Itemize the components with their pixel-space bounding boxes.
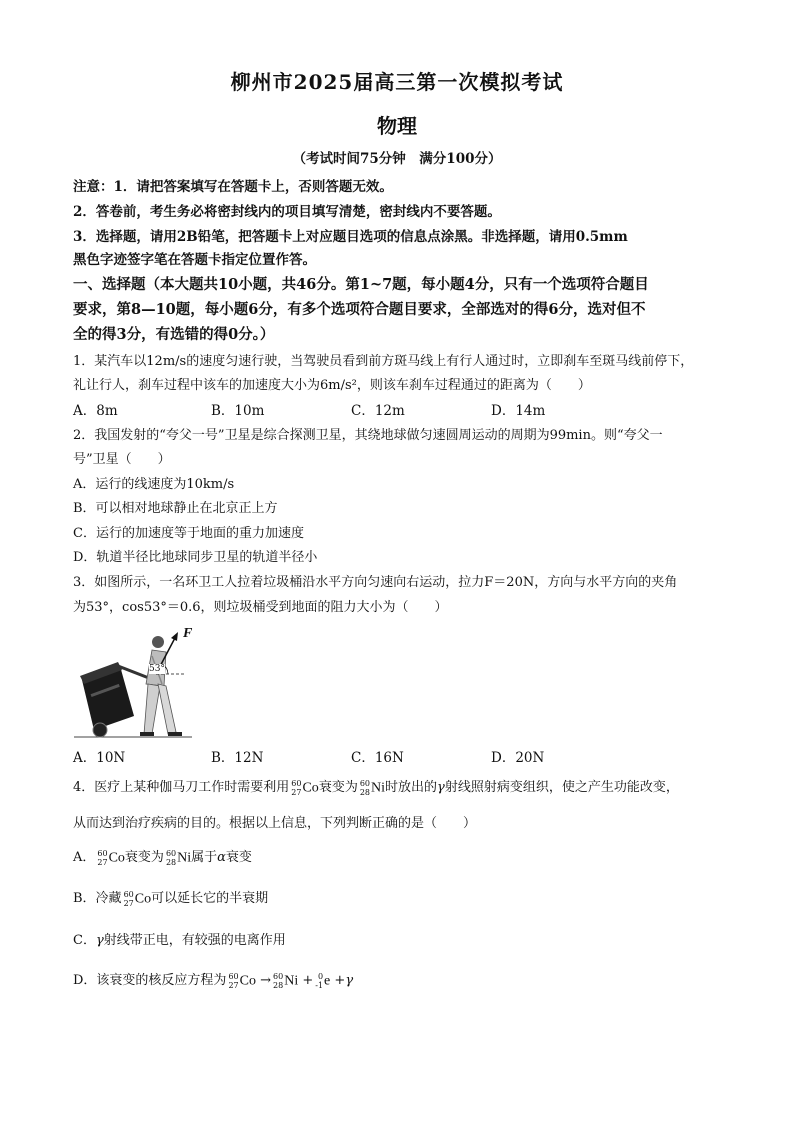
note-3a: 3．选择题，请用2B铅笔，把答题卡上对应题目选项的信息点涂黑。非选择题，请用0.5mm (73, 229, 628, 245)
force-arrow-icon (171, 632, 178, 641)
q1-line-1: 1．某汽车以12m/s的速度匀速行驶，当驾驶员看到前方斑马线上有行人通过时，立即刹车至斑马线前停下， (73, 354, 694, 369)
q3-figure-worker-bin (72, 624, 202, 742)
q3-line-2: 为53°，cos53°＝0.6，则垃圾桶受到地面的阻力大小为（ ） (73, 600, 448, 615)
exam-info: （考试时间75分钟 满分100分） (292, 151, 502, 167)
q2-option-b[interactable]: B．可以相对地球静止在北京正上方 (73, 501, 278, 516)
q2-option-a[interactable]: A．运行的线速度为10km/s (73, 477, 235, 492)
q1-option-d[interactable]: D．14m (491, 403, 546, 419)
q2-option-d[interactable]: D．轨道半径比地球同步卫星的轨道半径小 (73, 550, 318, 565)
q2-line-2: 号”卫星（ ） (73, 452, 171, 467)
q1-option-a[interactable]: A．8m (73, 403, 118, 419)
q4-line-1: 4．医疗上某种伽马刀工作时需要利用 60 27 Co衰变为 60 28 Ni时放出的γ射线照射病变组织，使之产生功能改变， (73, 778, 679, 797)
q1-options (73, 399, 733, 419)
q1-line-2: 礼让行人，刹车过程中该车的加速度大小为6m/s²，则该车刹车过程通过的距离为（ ） (73, 378, 591, 393)
angle-label: 53° (149, 664, 165, 674)
q4-option-d[interactable]: D．该衰变的核反应方程为 60 27 Co → 60 28 Ni + 0 -1 e +γ (73, 971, 354, 990)
q3-options (73, 746, 733, 766)
section-heading-1: 一、选择题（本大题共10小题，共46分。第1~7题，每小题4分，只有一个选项符合题目 (73, 276, 649, 293)
force-label: F (183, 626, 193, 641)
note-1: 注意：1．请把答案填写在答题卡上，否则答题无效。 (73, 179, 393, 195)
q4-option-b[interactable]: B．冷藏 60 27 Co可以延长它的半衰期 (73, 889, 269, 908)
q3-option-d[interactable]: D．20N (491, 750, 545, 766)
q4-line-2: 从而达到治疗疾病的目的。根据以上信息，下列判断正确的是（ ） (73, 816, 477, 831)
q3-option-c[interactable]: C．16N (351, 750, 404, 766)
q4-option-a[interactable]: A． 60 27 Co衰变为 60 28 Ni属于α衰变 (73, 848, 252, 867)
q3-option-a[interactable]: A．10N (73, 750, 126, 766)
q3-option-b[interactable]: B．12N (211, 750, 264, 766)
co-60-nuclide: 60 27 Co (291, 778, 319, 797)
subject-title: 物理 (377, 114, 417, 138)
note-2: 2．答卷前，考生务必将密封线内的项目填写清楚，密封线内不要答题。 (73, 204, 501, 220)
q4-option-c[interactable]: C．γ射线带正电，有较强的电离作用 (73, 933, 286, 948)
section-heading-2: 要求，第8—10题，每小题6分，有多个选项符合题目要求，全部选对的得6分，选对但不 (73, 301, 646, 318)
ni-60-nuclide: 60 28 Ni (359, 778, 386, 797)
section-heading-3: 全的得3分，有选错的得0分。） (73, 326, 275, 343)
q2-option-c[interactable]: C．运行的加速度等于地面的重力加速度 (73, 526, 304, 541)
page-title: 柳州市2025届高三第一次模拟考试 (230, 70, 564, 94)
q1-option-c[interactable]: C．12m (351, 403, 405, 419)
q3-line-1: 3．如图所示，一名环卫工人拉着垃圾桶沿水平方向匀速向右运动，拉力F＝20N，方向与水平方向的夹角 (73, 575, 678, 590)
q2-line-1: 2．我国发射的“夸父一号”卫星是综合探测卫星，其绕地球做匀速圆周运动的周期为99min。则“夸父一 (73, 428, 663, 443)
q1-option-b[interactable]: B．10m (211, 403, 265, 419)
note-3b: 黑色字迹签字笔在答题卡指定位置作答。 (73, 252, 316, 268)
